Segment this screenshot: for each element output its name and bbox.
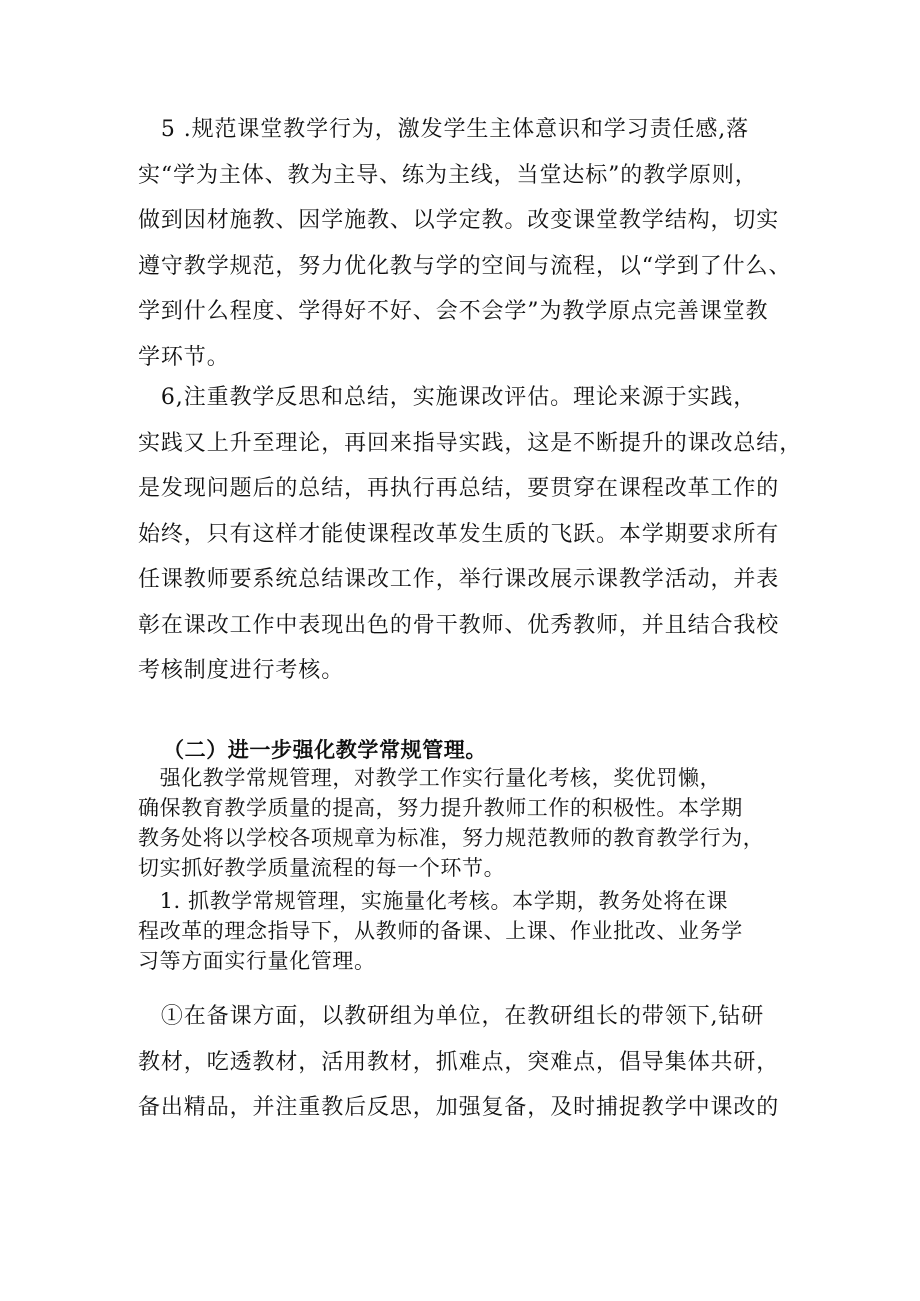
text-line: 始终，只有这样才能使课程改革发生质的飞跃。本学期要求所有 <box>138 521 780 547</box>
text-line: 切实抓好教学质量流程的每一个环节。 <box>138 856 506 880</box>
paragraph-routine-management <box>138 763 798 883</box>
text-line: 确保教育教学质量的提高，努力提升教师工作的积极性。本学期 <box>138 796 743 820</box>
text-line: 做到因材施教、因学施教、以学定教。改变课堂教学结构，切实 <box>138 208 780 233</box>
section-heading: （二）进一步强化教学常规管理。 <box>163 738 487 762</box>
text-line: 学环节。 <box>138 344 230 370</box>
text-line: 任课教师要系统总结课改工作，举行课改展示课教学活动，并表 <box>138 567 780 592</box>
text-line: 6,注重教学反思和总结，实施课改评估。理论来源于实践， <box>138 385 757 410</box>
text-line: 强化教学常规管理，对教学工作实行量化考核，奖优罚懒， <box>138 766 722 790</box>
text-line: 习等方面实行量化管理。 <box>138 949 376 973</box>
text-line: 5 .规范课堂教学行为，激发学生主体意识和学习责任感,落 <box>138 117 750 142</box>
paragraph-6 <box>138 375 803 694</box>
text-line: 考核制度进行考核。 <box>138 658 345 683</box>
text-line: 实“学为主体、教为主导、练为主线，当堂达标”的教学原则， <box>138 162 758 188</box>
paragraph-lesson-prep <box>138 994 798 1131</box>
text-line: 学到什么程度、学得好不好、会不会学”为教学原点完善课堂教 <box>138 299 769 324</box>
text-line: 遵守教学规范，努力优化教与学的空间与流程，以“学到了什么、 <box>138 253 792 279</box>
text-line: 备出精品，并注重教后反思，加强复备，及时捕捉教学中课改的 <box>138 1095 780 1120</box>
text-line: 是发现问题后的总结，再执行再总结，要贯穿在课程改革工作的 <box>138 476 780 501</box>
text-line: 实践又上升至理论，再回来指导实践，这是不断提升的课改总结， <box>138 430 803 456</box>
text-line: 教材，吃透教材，活用教材，抓难点，突难点，倡导集体共研， <box>138 1049 780 1075</box>
text-line: 彰在课改工作中表现出色的骨干教师、优秀教师，并且结合我校 <box>138 612 780 638</box>
text-line: 程改革的理念指导下，从教师的备课、上课、作业批改、业务学 <box>138 919 743 943</box>
paragraph-5 <box>138 107 798 380</box>
text-line: 教务处将以学校各项规章为标准，努力规范教师的教育教学行为， <box>138 826 765 850</box>
text-line: ①在备课方面，以教研组为单位，在教研组长的带领下,钻研 <box>138 1004 765 1029</box>
text-line: 1. 抓教学常规管理，实施量化考核。本学期，教务处将在课 <box>138 889 729 913</box>
paragraph-item-1 <box>138 886 798 976</box>
